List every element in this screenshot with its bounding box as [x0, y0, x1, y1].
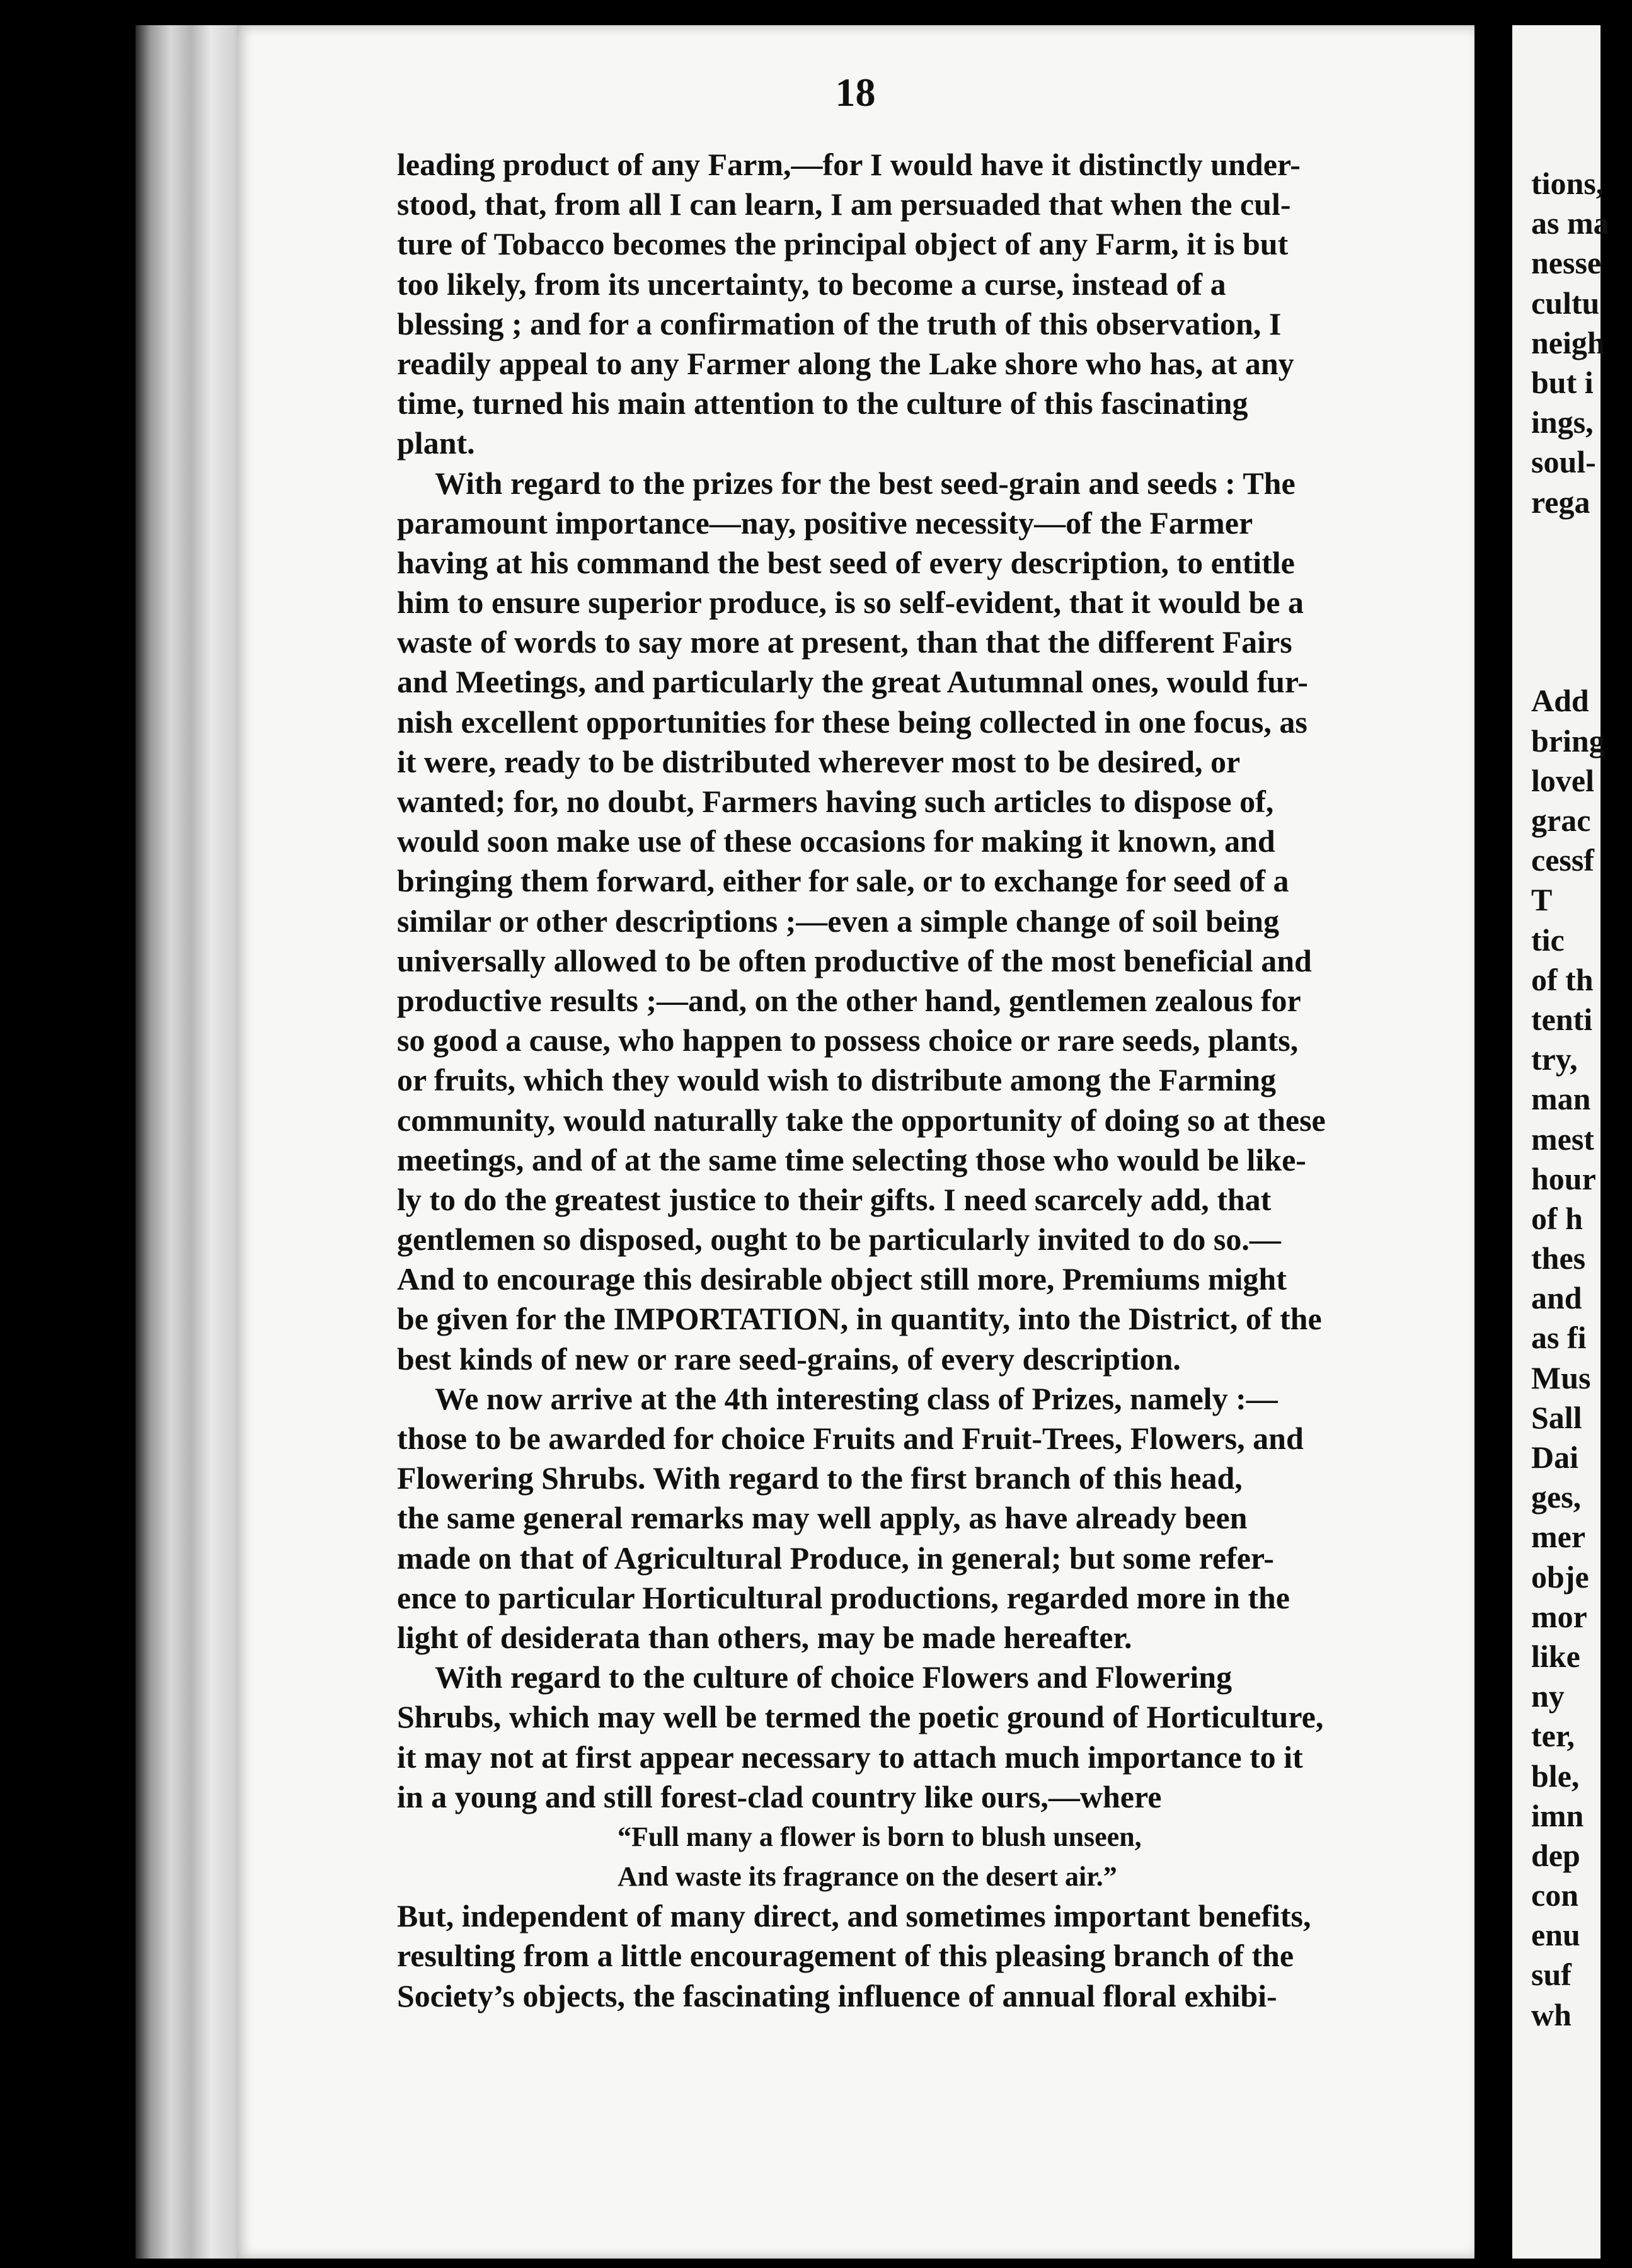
- text-line: it were, ready to be distributed wherever most to be desired, or: [397, 743, 1241, 779]
- fragment-line: imn: [1531, 1797, 1584, 1833]
- text-line: best kinds of new or rare seed-grains, of every description.: [397, 1341, 1181, 1377]
- fragment-line: cessf: [1531, 842, 1594, 878]
- text-line: nish excellent opportunities for these being collected in one focus, as: [397, 704, 1307, 740]
- text-line: productive results ;—and, on the other hand, gentlemen zealous for: [397, 982, 1301, 1018]
- text-line: would soon make use of these occasions for making it known, and: [397, 823, 1275, 859]
- quotation-line: “Full many a flower is born to blush unseen,: [618, 1821, 1142, 1852]
- page-edge-stack: [135, 25, 236, 2259]
- text-line: similar or other descriptions ;—even a simple change of soil being: [397, 903, 1279, 939]
- text-line: ence to particular Horticultural productions, regarded more in the: [397, 1579, 1290, 1615]
- fragment-line: as ma: [1531, 205, 1609, 241]
- text-line: the same general remarks may well apply, as have already been: [397, 1500, 1248, 1536]
- text-line: ly to do the greatest justice to their gifts. I need scarcely add, that: [397, 1181, 1272, 1217]
- fragment-line: suf: [1531, 1957, 1572, 1993]
- fragment-line: wh: [1531, 1996, 1572, 2032]
- fragment-line: enu: [1531, 1917, 1580, 1953]
- fragment-line: Sall: [1531, 1399, 1582, 1435]
- fragment-line: ble,: [1531, 1758, 1580, 1794]
- fragment-line: T: [1531, 882, 1553, 918]
- fragment-line: hour: [1531, 1160, 1596, 1196]
- text-line: And to encourage this desirable object still more, Premiums might: [397, 1261, 1287, 1297]
- fragment-line: of h: [1531, 1200, 1583, 1236]
- text-line: so good a cause, who happen to possess choice or rare seeds, plants,: [397, 1022, 1299, 1058]
- quotation-line: And waste its fragrance on the desert air.”: [618, 1861, 1117, 1893]
- text-line: light of desiderata than others, may be made hereafter.: [397, 1619, 1132, 1655]
- fragment-line: nesse: [1531, 245, 1602, 281]
- fragment-line: man: [1531, 1081, 1591, 1117]
- fragment-line: obje: [1531, 1559, 1589, 1595]
- fragment-line: [1531, 602, 1632, 641]
- fragment-line: neigh: [1531, 324, 1605, 360]
- fragment-line: [1531, 522, 1632, 562]
- text-line: those to be awarded for choice Fruits and Fruit-Trees, Flowers, and: [397, 1421, 1304, 1456]
- text-line: too likely, from its uncertainty, to become a curse, instead of a: [397, 266, 1226, 302]
- fragment-line: Dai: [1531, 1440, 1578, 1475]
- text-line: bringing them forward, either for sale, or to exchange for seed of a: [397, 863, 1289, 899]
- book-spine-shadow: [0, 0, 126, 2268]
- page-body-text: [397, 145, 1456, 2016]
- text-line: ture of Tobacco becomes the principal object of any Farm, it is but: [397, 226, 1289, 262]
- fragment-line: Add: [1531, 683, 1589, 719]
- text-line: But, independent of many direct, and sometimes important benefits,: [397, 1898, 1311, 1934]
- fragment-line: con: [1531, 1877, 1578, 1913]
- fragment-line: grac: [1531, 803, 1591, 838]
- page-number: 18: [835, 70, 876, 115]
- fragment-line: tenti: [1531, 1001, 1593, 1037]
- text-line: Society’s objects, the fascinating influence of annual floral exhibi-: [397, 1978, 1277, 2013]
- text-line: him to ensure superior produce, is so self-evident, that it would be a: [397, 585, 1304, 621]
- text-line: We now arrive at the 4th interesting class of Prizes, namely :—: [435, 1380, 1278, 1416]
- fragment-line: mor: [1531, 1598, 1587, 1634]
- text-line: gentlemen so disposed, ought to be particularly invited to do so.—: [397, 1222, 1281, 1257]
- fragment-line: as fi: [1531, 1320, 1587, 1356]
- right-page-fragment: [1512, 25, 1609, 2259]
- fragment-line: mest: [1531, 1121, 1594, 1157]
- fragment-line: bring: [1531, 723, 1605, 759]
- fragment-line: ter,: [1531, 1718, 1575, 1754]
- text-line: community, would naturally take the opportunity of doing so at these: [397, 1102, 1326, 1138]
- text-line: wanted; for, no doubt, Farmers having such articles to dispose of,: [397, 784, 1274, 819]
- text-line: resulting from a little encouragement of this pleasing branch of the: [397, 1938, 1294, 1974]
- right-page-text: [1531, 164, 1632, 2035]
- fragment-line: tions,: [1531, 166, 1604, 201]
- text-line: plant.: [397, 425, 475, 461]
- fragment-line: tic: [1531, 922, 1565, 958]
- text-line: leading product of any Farm,—for I would have it distinctly under-: [397, 147, 1301, 182]
- fragment-line: ings,: [1531, 404, 1594, 440]
- fragment-line: like: [1531, 1638, 1580, 1674]
- text-line: blessing ; and for a confirmation of the truth of this observation, I: [397, 306, 1282, 341]
- fragment-line: [1531, 641, 1632, 681]
- text-line: waste of words to say more at present, than that the different Fairs: [397, 624, 1292, 660]
- text-line: readily appeal to any Farmer along the Lake shore who has, at any: [397, 345, 1294, 381]
- fragment-line: and: [1531, 1280, 1582, 1316]
- text-line: Flowering Shrubs. With regard to the first branch of this head,: [397, 1460, 1243, 1496]
- text-line: With regard to the prizes for the best seed-grain and seeds : The: [435, 465, 1296, 501]
- fragment-line: lovel: [1531, 762, 1594, 798]
- text-line: universally allowed to be often productive of the most beneficial and: [397, 942, 1312, 978]
- fragment-line: [1531, 562, 1632, 602]
- fragment-line: mer: [1531, 1519, 1586, 1555]
- left-page: [236, 25, 1474, 2259]
- fragment-line: try,: [1531, 1041, 1578, 1077]
- fragment-line: dep: [1531, 1837, 1580, 1873]
- fragment-line: soul-: [1531, 444, 1596, 480]
- text-line: having at his command the best seed of every description, to entitle: [397, 544, 1295, 580]
- fragment-line: thes: [1531, 1240, 1586, 1276]
- text-line: in a young and still forest-clad country like ours,—where: [397, 1778, 1162, 1814]
- center-gutter: [1474, 0, 1512, 2268]
- fragment-line: Mus: [1531, 1360, 1591, 1395]
- text-line: be given for the IMPORTATION, in quantity, into the District, of the: [397, 1301, 1322, 1337]
- text-line: paramount importance—nay, positive necessity—of the Farmer: [397, 505, 1253, 541]
- text-line: made on that of Agricultural Produce, in general; but some refer-: [397, 1540, 1274, 1576]
- fragment-line: but i: [1531, 364, 1594, 400]
- fragment-line: ny: [1531, 1678, 1565, 1714]
- text-line: With regard to the culture of choice Flowers and Flowering: [435, 1659, 1233, 1695]
- text-line: it may not at first appear necessary to attach much importance to it: [397, 1739, 1303, 1775]
- fragment-line: rega: [1531, 484, 1590, 520]
- fragment-line: cultu: [1531, 285, 1600, 321]
- text-line: stood, that, from all I can learn, I am persuaded that when the cul-: [397, 186, 1291, 222]
- text-line: or fruits, which they would wish to distribute among the Farming: [397, 1062, 1276, 1098]
- text-line: time, turned his main attention to the culture of this fascinating: [397, 386, 1248, 421]
- text-line: meetings, and of at the same time selecting those who would be like-: [397, 1142, 1306, 1177]
- text-line: and Meetings, and particularly the great Autumnal ones, would fur-: [397, 664, 1308, 700]
- fragment-line: ges,: [1531, 1479, 1582, 1515]
- fragment-line: of th: [1531, 961, 1594, 997]
- text-line: Shrubs, which may well be termed the poetic ground of Horticulture,: [397, 1699, 1324, 1735]
